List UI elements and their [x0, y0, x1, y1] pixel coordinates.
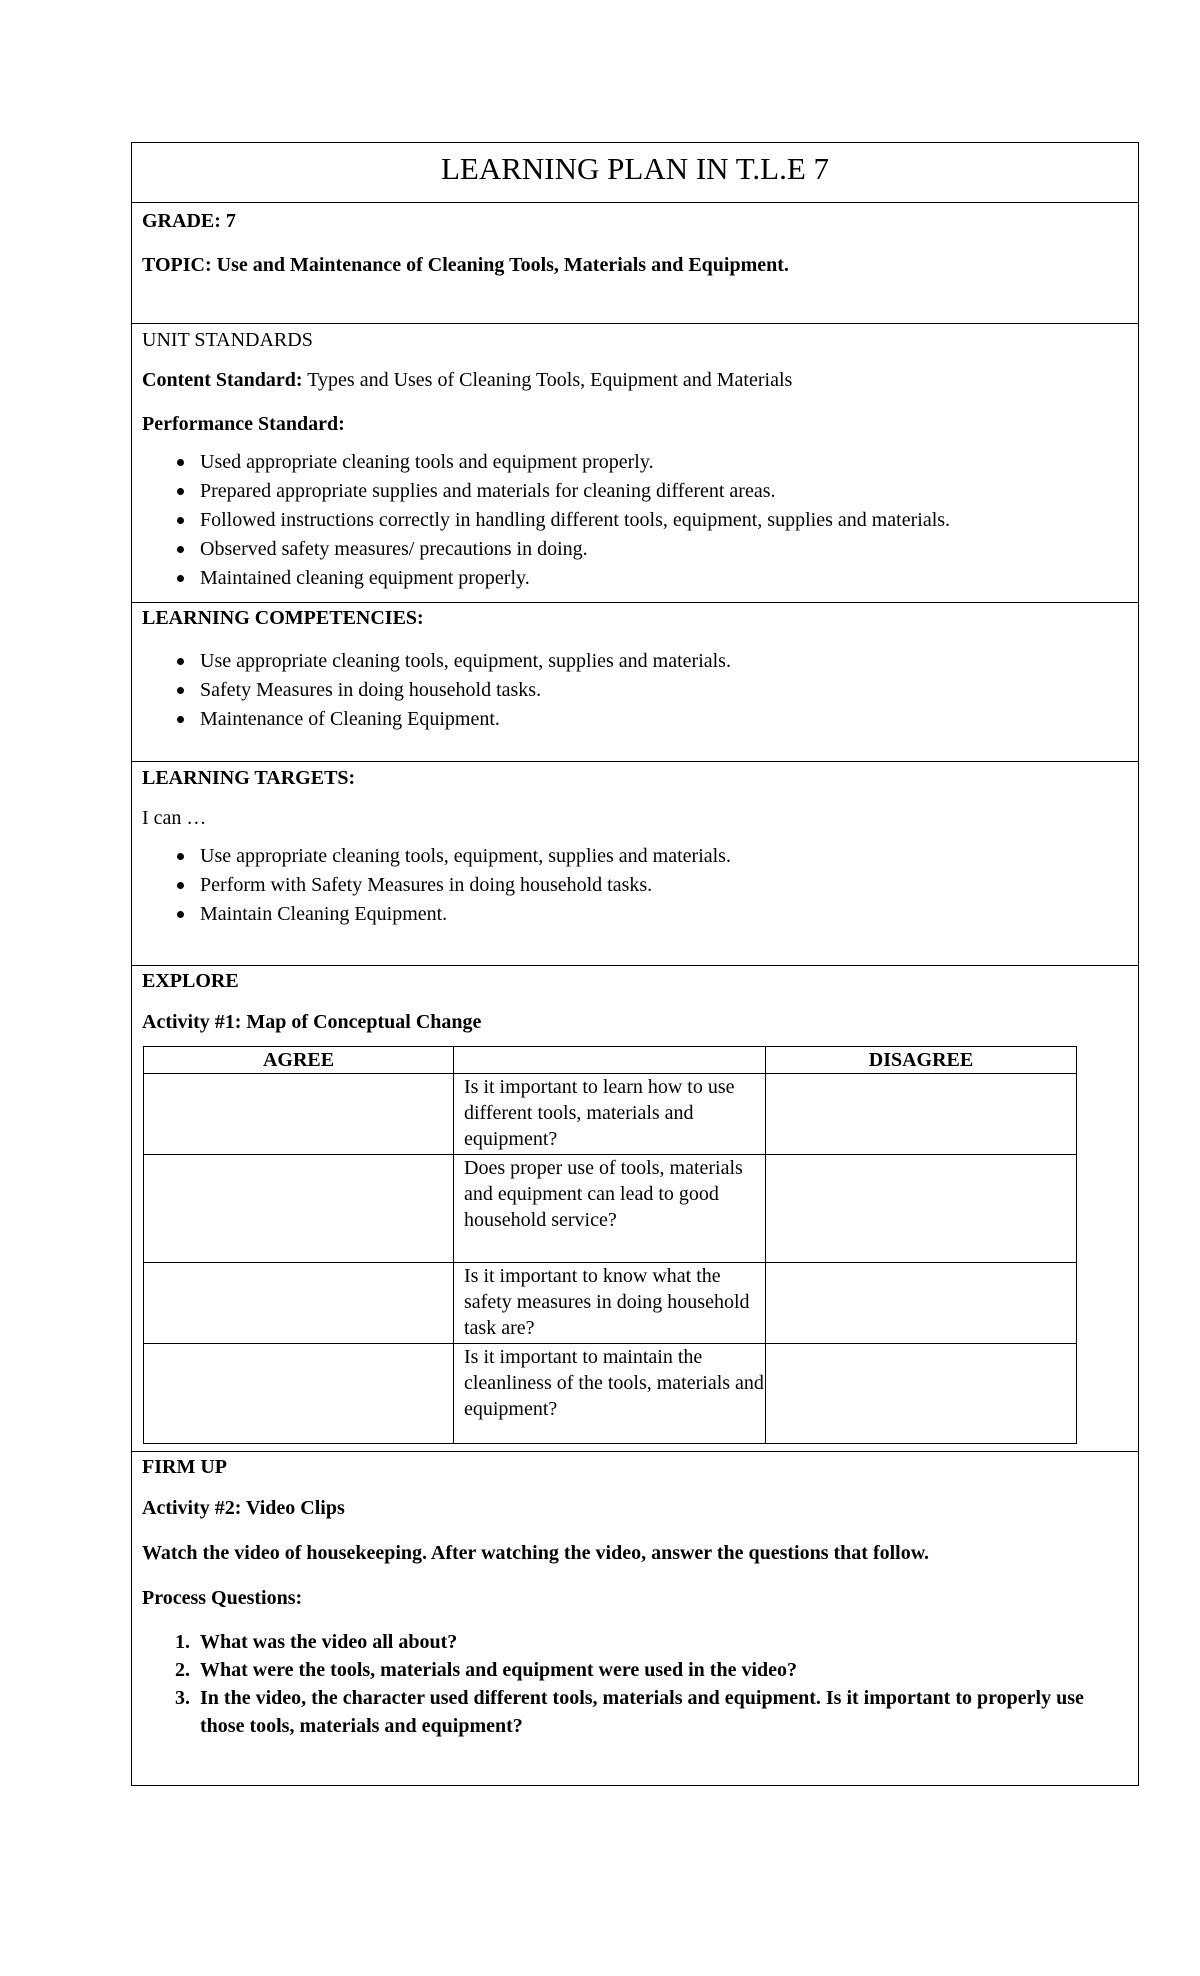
table-row — [144, 1344, 1077, 1444]
disagree-column-header: DISAGREE — [766, 1047, 1077, 1074]
grade-topic-section — [132, 202, 1138, 323]
question-number: 2. — [175, 1659, 190, 1681]
process-question-item — [142, 1628, 1128, 1656]
question-number: 3. — [175, 1687, 190, 1709]
table-row — [144, 1074, 1077, 1155]
process-question-item — [142, 1656, 1128, 1684]
question-number: 1. — [175, 1631, 190, 1653]
title-text: LEARNING PLAN IN T.L.E 7 — [440, 151, 830, 186]
targets-heading: LEARNING TARGETS: — [142, 767, 356, 789]
table-row — [144, 1155, 1077, 1263]
performance-standard-item: Observed safety measures/ precautions in doing. — [142, 535, 1128, 564]
process-questions-list — [142, 1628, 1128, 1740]
conceptual-change-table — [143, 1046, 1077, 1444]
disagree-cell[interactable] — [766, 1074, 1077, 1155]
question-text: What were the tools, materials and equipment were used in the video? — [200, 1659, 798, 1681]
target-item: Maintain Cleaning Equipment. — [142, 900, 1128, 929]
disagree-cell[interactable] — [766, 1155, 1077, 1263]
agree-cell[interactable] — [144, 1344, 454, 1444]
question-text: In the video, the character used different tools, materials and equipment. Is it important to properly use those tools, materials and equipment? — [200, 1687, 1084, 1737]
agree-column-header: AGREE — [144, 1047, 454, 1074]
performance-standard-label: Performance Standard: — [142, 413, 345, 435]
performance-standard-list — [142, 448, 1128, 593]
question-cell: Is it important to maintain the cleanliness of the tools, materials and equipment? — [454, 1344, 766, 1444]
learning-plan-document — [131, 142, 1139, 1786]
agree-cell[interactable] — [144, 1074, 454, 1155]
agree-cell[interactable] — [144, 1155, 454, 1263]
targets-section — [132, 761, 1138, 965]
firm-up-instruction: Watch the video of housekeeping. After watching the video, answer the questions that follow. — [142, 1542, 930, 1564]
question-cell: Does proper use of tools, materials and equipment can lead to good household service? — [454, 1155, 766, 1263]
targets-intro: I can … — [142, 807, 207, 829]
competency-item: Use appropriate cleaning tools, equipment, supplies and materials. — [142, 647, 1128, 676]
explore-activity: Activity #1: Map of Conceptual Change — [142, 1011, 482, 1033]
firm-up-heading: FIRM UP — [142, 1456, 227, 1478]
competencies-section — [132, 602, 1138, 761]
explore-section — [132, 965, 1138, 1451]
process-questions-label: Process Questions: — [142, 1587, 303, 1609]
firm-up-section — [132, 1451, 1138, 1785]
table-row — [144, 1263, 1077, 1344]
targets-list — [142, 842, 1128, 929]
unit-standards-heading: UNIT STANDARDS — [142, 329, 313, 351]
disagree-cell[interactable] — [766, 1263, 1077, 1344]
process-question-item — [142, 1684, 1128, 1740]
performance-standard-item: Followed instructions correctly in handling different tools, equipment, supplies and materials. — [142, 506, 1128, 535]
performance-standard-item: Maintained cleaning equipment properly. — [142, 564, 1128, 593]
performance-standard-item: Used appropriate cleaning tools and equipment properly. — [142, 448, 1128, 477]
competency-item: Maintenance of Cleaning Equipment. — [142, 705, 1128, 734]
competency-item: Safety Measures in doing household tasks. — [142, 676, 1128, 705]
explore-heading: EXPLORE — [142, 970, 239, 992]
question-text: What was the video all about? — [200, 1631, 458, 1653]
competencies-heading: LEARNING COMPETENCIES: — [142, 607, 424, 629]
content-standard: Content Standard: Types and Uses of Cleaning Tools, Equipment and Materials — [142, 369, 793, 391]
performance-standard-item: Prepared appropriate supplies and materials for cleaning different areas. — [142, 477, 1128, 506]
question-column-header — [454, 1047, 766, 1074]
firm-up-activity: Activity #2: Video Clips — [142, 1497, 345, 1519]
topic-line: TOPIC: Use and Maintenance of Cleaning Tools, Materials and Equipment. — [142, 254, 789, 276]
unit-standards-section — [132, 323, 1138, 602]
target-item: Perform with Safety Measures in doing household tasks. — [142, 871, 1128, 900]
disagree-cell[interactable] — [766, 1344, 1077, 1444]
agree-cell[interactable] — [144, 1263, 454, 1344]
document-title — [132, 143, 1138, 202]
target-item: Use appropriate cleaning tools, equipment, supplies and materials. — [142, 842, 1128, 871]
question-cell: Is it important to know what the safety measures in doing household task are? — [454, 1263, 766, 1344]
table-header-row — [144, 1047, 1077, 1074]
question-cell: Is it important to learn how to use different tools, materials and equipment? — [454, 1074, 766, 1155]
grade-line: GRADE: 7 — [142, 210, 236, 232]
competencies-list — [142, 647, 1128, 734]
